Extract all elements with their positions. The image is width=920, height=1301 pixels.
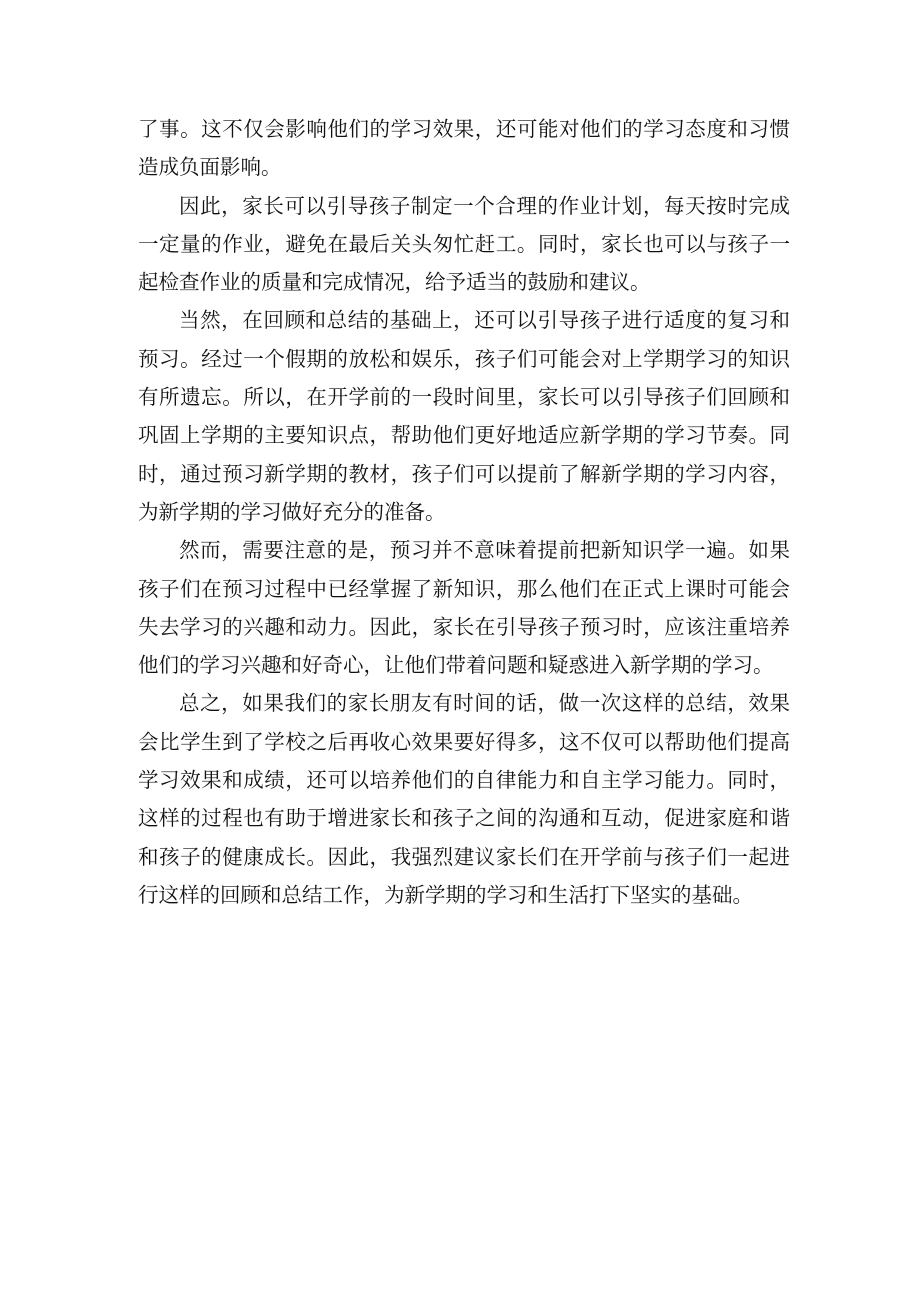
paragraph-5: 总之，如果我们的家长朋友有时间的话，做一次这样的总结，效果会比学生到了学校之后再收心效果要好得多，这不仅可以帮助他们提高学习效果和成绩，还可以培养他们的自律能力和自主学习能力。同时，这样的过程也有助于增进家长和孩子之间的沟通和互动，促进家庭和谐和孩子的健康成长。因此，我强烈建议家长们在开学前与孩子们一起进行这样的回顾和总结工作，为新学期的学习和生活打下坚实的基础。 <box>138 691 790 907</box>
document-body <box>138 110 790 914</box>
paragraph-2: 因此，家长可以引导孩子制定一个合理的作业计划，每天按时完成一定量的作业，避免在最后关头匆忙赶工。同时，家长也可以与孩子一起检查作业的质量和完成情况，给予适当的鼓励和建议。 <box>138 193 790 295</box>
paragraph-4: 然而，需要注意的是，预习并不意味着提前把新知识学一遍。如果孩子们在预习过程中已经掌握了新知识，那么他们在正式上课时可能会失去学习的兴趣和动力。因此，家长在引导孩子预习时，应该注重培养他们的学习兴趣和好奇心，让他们带着问题和疑惑进入新学期的学习。 <box>138 538 790 678</box>
paragraph-3: 当然，在回顾和总结的基础上，还可以引导孩子进行适度的复习和预习。经过一个假期的放松和娱乐，孩子们可能会对上学期学习的知识有所遗忘。所以，在开学前的一段时间里，家长可以引导孩子们回顾和巩固上学期的主要知识点，帮助他们更好地适应新学期的学习节奏。同时，通过预习新学期的教材，孩子们可以提前了解新学期的学习内容，为新学期的学习做好充分的准备。 <box>138 308 790 524</box>
paragraph-1: 了事。这不仅会影响他们的学习效果，还可能对他们的学习态度和习惯造成负面影响。 <box>138 117 790 180</box>
